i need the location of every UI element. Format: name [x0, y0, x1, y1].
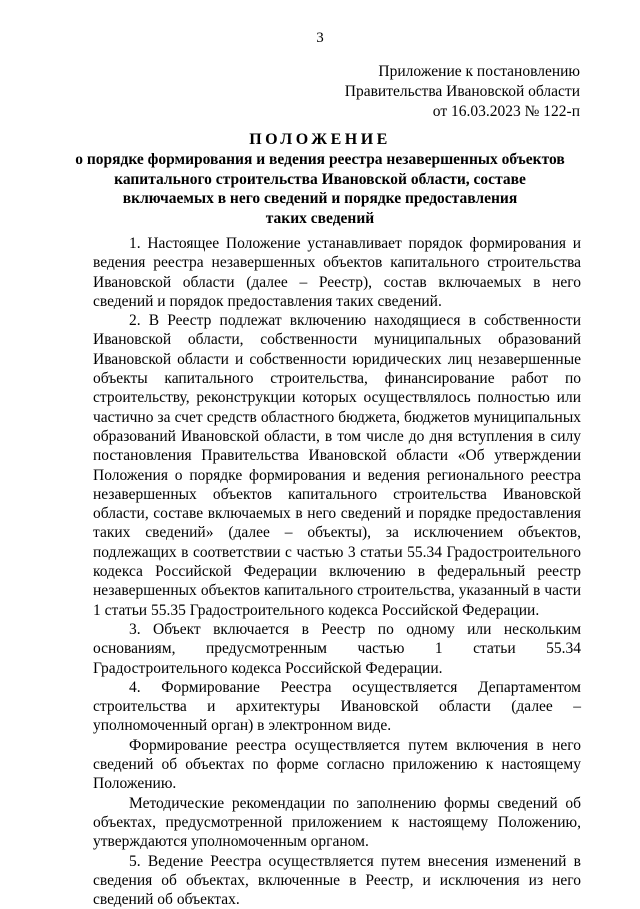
paragraph-4: 4. Формирование Реестра осуществляется Департаментом строительства и архитектуры Ивановской области (далее – уполномоченный орган) в электронном виде.	[93, 678, 581, 736]
paragraph-2: 2. В Реестр подлежат включению находящиеся в собственности Ивановской области, собственности муниципальных образований Ивановской области и собственности юридических лиц незавершенные объекты капитального строительства, финансирование работ по строительству, реконструкции которых осуществлялось полностью или частично за счет средств областного бюджета, бюджетов муниципальных образований Ивановской области, в том числе до дня вступления в силу постановления Правительства Ивановской области «Об утверждении Положения о порядке формирования и ведения регионального реестра незавершенных объектов капитального строительства Ивановской области, составе включаемых в него сведений и порядке предоставления таких сведений» (далее – объекты), за исключением объектов, подлежащих в соответствии с частью 3 статьи 55.34 Градостроительного кодекса Российской Федерации включению в федеральный реестр незавершенных объектов капитального строительства, указанный в части 1 статьи 55.35 Градостроительного кодекса Российской Федерации.	[93, 311, 581, 620]
document-title-block	[60, 130, 580, 228]
paragraph-1: 1. Настоящее Положение устанавливает порядок формирования и ведения реестра незавершенных объектов капитального строительства Ивановской области (далее – Реестр), состав включаемых в него сведений и порядок предоставления таких сведений.	[93, 234, 581, 311]
subtitle-line-3: включаемых в него сведений и порядке предоставления	[60, 189, 580, 209]
document-subtitle	[60, 150, 580, 228]
appendix-line-2: Правительства Ивановской области	[345, 82, 580, 102]
subtitle-line-2: капитального строительства Ивановской области, составе	[60, 170, 580, 190]
appendix-line-1: Приложение к постановлению	[345, 62, 580, 82]
page-number: 3	[0, 30, 640, 47]
document-body	[93, 234, 581, 909]
appendix-reference	[345, 62, 580, 122]
document-title: ПОЛОЖЕНИЕ	[60, 130, 580, 150]
subtitle-line-1: о порядке формирования и ведения реестра незавершенных объектов	[60, 150, 580, 170]
paragraph-6: Методические рекомендации по заполнению формы сведений об объектах, предусмотренной приложением к настоящему Положению, утверждаются уполномоченным органом.	[93, 794, 581, 852]
paragraph-5: Формирование реестра осуществляется путем включения в него сведений об объектах по форме согласно приложению к настоящему Положению.	[93, 736, 581, 794]
appendix-line-3: от 16.03.2023 № 122-п	[345, 102, 580, 122]
subtitle-line-4: таких сведений	[60, 209, 580, 229]
paragraph-3: 3. Объект включается в Реестр по одному или нескольким основаниям, предусмотренным частью 1 статьи 55.34 Градостроительного кодекса Российской Федерации.	[93, 620, 581, 678]
paragraph-7: 5. Ведение Реестра осуществляется путем внесения изменений в сведения об объектах, включенные в Реестр, и исключения из него сведений об объектах.	[93, 852, 581, 909]
